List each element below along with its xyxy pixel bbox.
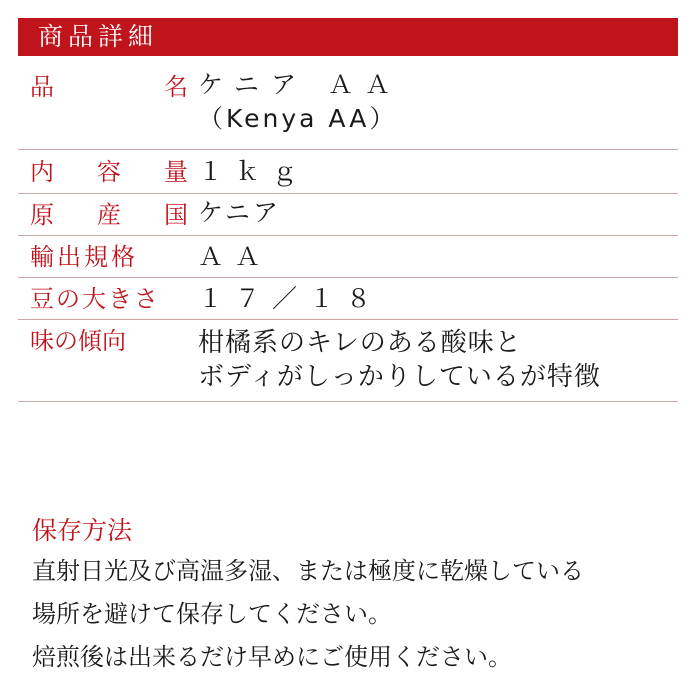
detail-label-taste: 味の傾向 bbox=[30, 327, 126, 355]
detail-value-origin bbox=[198, 196, 672, 230]
detail-value-bean-size bbox=[198, 282, 672, 316]
detail-value-product-name bbox=[198, 68, 672, 136]
amount-text: １ｋｇ bbox=[198, 157, 310, 186]
detail-row-origin bbox=[18, 194, 678, 236]
storage-line-1: 直射日光及び高温多湿、または極度に乾燥している bbox=[32, 557, 584, 585]
detail-value-export-grade bbox=[198, 240, 672, 274]
section-header-bar bbox=[18, 18, 678, 56]
label-char: 産 bbox=[97, 201, 121, 229]
storage-line-2: 場所を避けて保存してください。 bbox=[32, 600, 392, 628]
grade-text: ＡＡ bbox=[198, 242, 273, 271]
label-char: 内 bbox=[30, 158, 54, 186]
taste-line-1: 柑橘系のキレのある酸味と bbox=[198, 328, 522, 358]
label-char: 量 bbox=[164, 158, 188, 186]
detail-value-amount bbox=[198, 155, 672, 189]
detail-row-bean-size bbox=[18, 278, 678, 320]
detail-row-product-name bbox=[18, 58, 678, 150]
label-char: 名 bbox=[164, 73, 188, 101]
label-char: 品 bbox=[30, 73, 54, 101]
detail-row-amount bbox=[18, 150, 678, 194]
product-name-english: （Kenya AA） bbox=[198, 104, 398, 133]
storage-line-3: 焙煎後は出来るだけ早めにご使用ください。 bbox=[32, 643, 512, 671]
detail-label-bean-size: 豆の大きさ bbox=[30, 285, 160, 313]
section-title: 商品詳細 bbox=[38, 22, 159, 51]
detail-row-export-grade bbox=[18, 236, 678, 278]
label-char: 容 bbox=[97, 158, 121, 186]
taste-line-2: ボディがしっかりしているが特徴 bbox=[198, 362, 601, 392]
detail-label-origin bbox=[30, 198, 188, 232]
detail-row-taste bbox=[18, 320, 678, 402]
label-char: 国 bbox=[164, 201, 188, 229]
detail-label-product-name bbox=[30, 70, 188, 104]
product-name-japanese: ケニア ＡＡ bbox=[198, 70, 402, 99]
storage-section bbox=[32, 512, 672, 679]
detail-value-taste bbox=[198, 326, 672, 394]
storage-heading: 保存方法 bbox=[32, 516, 133, 545]
product-details-table bbox=[18, 58, 678, 402]
detail-label-amount bbox=[30, 155, 188, 189]
detail-label-export-grade: 輸出規格 bbox=[30, 243, 138, 271]
bean-size-text: １７／１８ bbox=[198, 284, 384, 313]
origin-text: ケニア bbox=[198, 198, 282, 227]
label-char: 原 bbox=[30, 201, 54, 229]
